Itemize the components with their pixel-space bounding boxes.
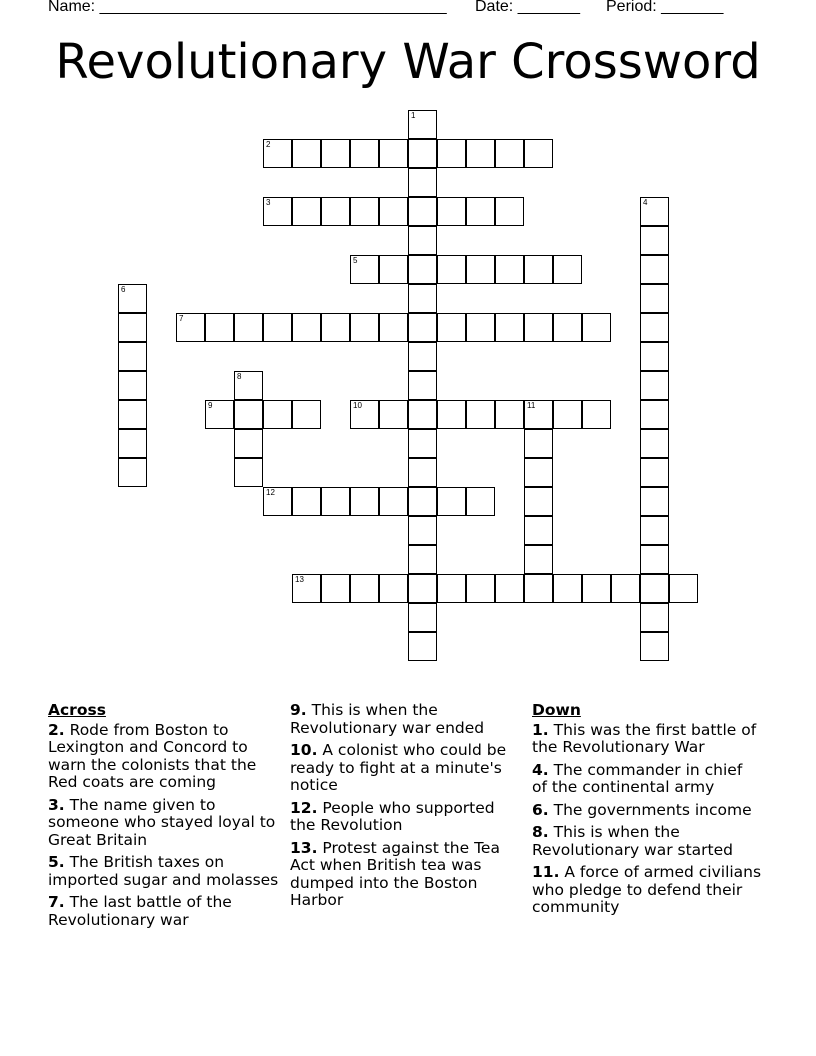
grid-cell[interactable]	[408, 342, 437, 371]
clue-text: The governments income	[553, 800, 752, 819]
grid-cell[interactable]	[118, 371, 147, 400]
grid-cell[interactable]	[408, 545, 437, 574]
period-field[interactable]: Period: _______	[606, 0, 724, 15]
clue-down-4	[532, 762, 762, 797]
grid-cell[interactable]	[292, 574, 321, 603]
clue-text: The last battle of the Revolutionary war	[48, 893, 232, 929]
grid-cell[interactable]	[408, 197, 437, 226]
clue-number: 5.	[48, 853, 65, 871]
grid-cell[interactable]	[640, 458, 669, 487]
clue-across-3	[48, 797, 284, 850]
grid-cell[interactable]	[321, 197, 350, 226]
clue-text: People who supported the Revolution	[290, 798, 495, 834]
name-field[interactable]: Name: _______________________________________	[48, 0, 447, 15]
clue-text: The commander in chief of the continental army	[532, 760, 743, 796]
grid-cell[interactable]	[524, 458, 553, 487]
grid-cell[interactable]	[408, 110, 437, 139]
grid-cell[interactable]	[379, 197, 408, 226]
clue-number: 11.	[532, 863, 560, 881]
grid-cell[interactable]	[524, 545, 553, 574]
clue-across-12	[290, 800, 522, 835]
grid-cell[interactable]	[466, 487, 495, 516]
header	[48, 0, 724, 16]
grid-cell[interactable]	[524, 429, 553, 458]
clue-down-11	[532, 864, 762, 917]
grid-cell[interactable]	[379, 255, 408, 284]
grid-cell[interactable]	[611, 574, 640, 603]
grid-cell[interactable]	[234, 400, 263, 429]
grid-cell[interactable]	[379, 400, 408, 429]
grid-cell[interactable]	[524, 574, 553, 603]
grid-cell[interactable]	[408, 603, 437, 632]
grid-cell[interactable]	[582, 313, 611, 342]
grid-cell[interactable]	[408, 255, 437, 284]
grid-cell-number: 6	[121, 285, 126, 294]
grid-cell[interactable]	[640, 632, 669, 661]
grid-cell[interactable]	[408, 487, 437, 516]
grid-cell[interactable]	[524, 400, 553, 429]
grid-cell-number: 13	[295, 575, 304, 584]
grid-cell-number: 8	[237, 372, 242, 381]
grid-cell[interactable]	[437, 139, 466, 168]
grid-cell[interactable]	[176, 313, 205, 342]
grid-cell[interactable]	[350, 487, 379, 516]
down-clues-column	[532, 702, 762, 922]
clue-text: Rode from Boston to Lexington and Concord to warn the colonists that the Red coats are coming	[48, 720, 257, 791]
clue-down-8	[532, 824, 762, 859]
grid-cell[interactable]	[408, 516, 437, 545]
grid-cell[interactable]	[292, 197, 321, 226]
grid-cell[interactable]	[466, 197, 495, 226]
grid-cell[interactable]	[234, 313, 263, 342]
grid-cell[interactable]	[466, 139, 495, 168]
grid-cell[interactable]	[379, 574, 408, 603]
grid-cell[interactable]	[640, 545, 669, 574]
grid-cell[interactable]	[640, 313, 669, 342]
grid-cell-number: 10	[353, 401, 362, 410]
grid-cell[interactable]	[495, 574, 524, 603]
clue-number: 10.	[290, 741, 318, 759]
grid-cell[interactable]	[640, 342, 669, 371]
grid-cell[interactable]	[640, 197, 669, 226]
grid-cell[interactable]	[640, 371, 669, 400]
clue-number: 7.	[48, 893, 65, 911]
clue-across-10	[290, 742, 522, 795]
grid-cell[interactable]	[466, 255, 495, 284]
clue-across-13	[290, 840, 522, 910]
grid-cell[interactable]	[379, 313, 408, 342]
grid-cell[interactable]	[234, 429, 263, 458]
clue-text: A colonist who could be ready to fight at a minute's notice	[290, 741, 507, 794]
grid-cell[interactable]	[350, 197, 379, 226]
grid-cell[interactable]	[553, 400, 582, 429]
grid-cell[interactable]	[118, 342, 147, 371]
grid-cell[interactable]	[118, 458, 147, 487]
grid-cell[interactable]	[582, 574, 611, 603]
grid-cell[interactable]	[437, 197, 466, 226]
grid-cell[interactable]	[466, 313, 495, 342]
grid-cell[interactable]	[234, 371, 263, 400]
clue-down-6	[532, 802, 762, 820]
clue-text: This is when the Revolutionary war started	[532, 823, 734, 859]
grid-cell-number: 4	[643, 198, 648, 207]
grid-cell[interactable]	[524, 487, 553, 516]
clue-number: 6.	[532, 800, 549, 819]
clue-number: 13.	[290, 838, 318, 857]
clue-text: This is when the Revolutionary war ended	[290, 701, 485, 737]
grid-cell[interactable]	[408, 284, 437, 313]
clue-number: 3.	[48, 795, 65, 814]
grid-cell[interactable]	[408, 226, 437, 255]
grid-cell[interactable]	[524, 255, 553, 284]
grid-cell[interactable]	[263, 487, 292, 516]
grid-cell[interactable]	[524, 516, 553, 545]
grid-cell[interactable]	[292, 400, 321, 429]
clue-text: The British taxes on imported sugar and molasses	[48, 853, 279, 889]
grid-cell[interactable]	[466, 400, 495, 429]
grid-cell-number: 3	[266, 198, 271, 207]
clue-across-9	[290, 702, 522, 737]
grid-cell[interactable]	[379, 487, 408, 516]
grid-cell[interactable]	[379, 139, 408, 168]
grid-cell[interactable]	[553, 255, 582, 284]
clue-across-2	[48, 722, 284, 792]
grid-cell[interactable]	[118, 313, 147, 342]
grid-cell[interactable]	[350, 313, 379, 342]
across-clues-column-2	[290, 702, 522, 915]
grid-cell[interactable]	[640, 603, 669, 632]
down-heading: Down	[532, 701, 581, 719]
across-clues-column	[48, 702, 284, 934]
grid-cell[interactable]	[640, 574, 669, 603]
grid-cell[interactable]	[669, 574, 698, 603]
grid-cell[interactable]	[437, 487, 466, 516]
grid-cell[interactable]	[408, 574, 437, 603]
clue-text: The name given to someone who stayed loyal to Great Britain	[48, 795, 276, 849]
grid-cell[interactable]	[582, 400, 611, 429]
grid-cell[interactable]	[350, 574, 379, 603]
clue-number: 9.	[290, 701, 307, 719]
grid-cell[interactable]	[495, 139, 524, 168]
grid-cell[interactable]	[118, 400, 147, 429]
grid-cell[interactable]	[495, 255, 524, 284]
grid-cell[interactable]	[640, 487, 669, 516]
grid-cell[interactable]	[553, 574, 582, 603]
clue-across-7	[48, 894, 284, 929]
grid-cell-number: 12	[266, 488, 275, 497]
grid-cell[interactable]	[263, 139, 292, 168]
grid-cell[interactable]	[437, 255, 466, 284]
grid-cell[interactable]	[495, 197, 524, 226]
grid-cell[interactable]	[495, 400, 524, 429]
grid-cell[interactable]	[495, 313, 524, 342]
grid-cell-number: 9	[208, 401, 213, 410]
grid-cell[interactable]	[408, 429, 437, 458]
grid-cell[interactable]	[408, 139, 437, 168]
grid-cell[interactable]	[640, 429, 669, 458]
grid-cell[interactable]	[263, 197, 292, 226]
grid-cell[interactable]	[205, 400, 234, 429]
grid-cell[interactable]	[408, 168, 437, 197]
clue-down-1	[532, 722, 762, 757]
across-heading: Across	[48, 701, 106, 719]
grid-cell[interactable]	[408, 632, 437, 661]
grid-cell[interactable]	[437, 313, 466, 342]
page-title: Revolutionary War Crossword	[55, 34, 761, 90]
clue-text: Protest against the Tea Act when British tea was dumped into the Boston Harbor	[290, 838, 500, 909]
grid-cell-number: 2	[266, 140, 271, 149]
grid-cell[interactable]	[321, 139, 350, 168]
clue-text: A force of armed civilians who pledge to defend their community	[532, 863, 762, 916]
grid-cell[interactable]	[234, 458, 263, 487]
grid-cell[interactable]	[292, 487, 321, 516]
grid-cell[interactable]	[205, 313, 234, 342]
grid-cell[interactable]	[321, 313, 350, 342]
grid-cell[interactable]	[118, 284, 147, 313]
date-field[interactable]: Date: _______	[475, 0, 580, 15]
grid-cell[interactable]	[263, 313, 292, 342]
grid-cell[interactable]	[118, 429, 147, 458]
grid-cell-number: 1	[411, 111, 416, 120]
grid-cell[interactable]	[263, 400, 292, 429]
grid-cell[interactable]	[640, 516, 669, 545]
grid-cell[interactable]	[524, 139, 553, 168]
clue-across-5	[48, 854, 284, 889]
grid-cell[interactable]	[321, 487, 350, 516]
grid-cell[interactable]	[524, 313, 553, 342]
grid-cell[interactable]	[408, 371, 437, 400]
grid-cell[interactable]	[437, 400, 466, 429]
grid-cell[interactable]	[350, 255, 379, 284]
grid-cell[interactable]	[437, 574, 466, 603]
grid-cell[interactable]	[640, 255, 669, 284]
clue-number: 2.	[48, 720, 65, 739]
clue-number: 8.	[532, 823, 549, 841]
grid-cell[interactable]	[350, 139, 379, 168]
grid-cell[interactable]	[292, 139, 321, 168]
grid-cell[interactable]	[292, 313, 321, 342]
grid-cell[interactable]	[408, 400, 437, 429]
grid-cell[interactable]	[466, 574, 495, 603]
clue-text: This was the first battle of the Revolutionary War	[532, 720, 757, 756]
grid-cell[interactable]	[408, 313, 437, 342]
grid-cell-number: 5	[353, 256, 358, 265]
grid-cell[interactable]	[640, 226, 669, 255]
grid-cell[interactable]	[350, 400, 379, 429]
clue-number: 1.	[532, 720, 549, 739]
grid-cell[interactable]	[408, 458, 437, 487]
clue-number: 12.	[290, 798, 318, 817]
grid-cell[interactable]	[640, 400, 669, 429]
grid-cell[interactable]	[321, 574, 350, 603]
clue-number: 4.	[532, 760, 549, 779]
grid-cell[interactable]	[640, 284, 669, 313]
grid-cell[interactable]	[553, 313, 582, 342]
grid-cell-number: 7	[179, 314, 184, 323]
grid-cell-number: 11	[527, 401, 536, 410]
